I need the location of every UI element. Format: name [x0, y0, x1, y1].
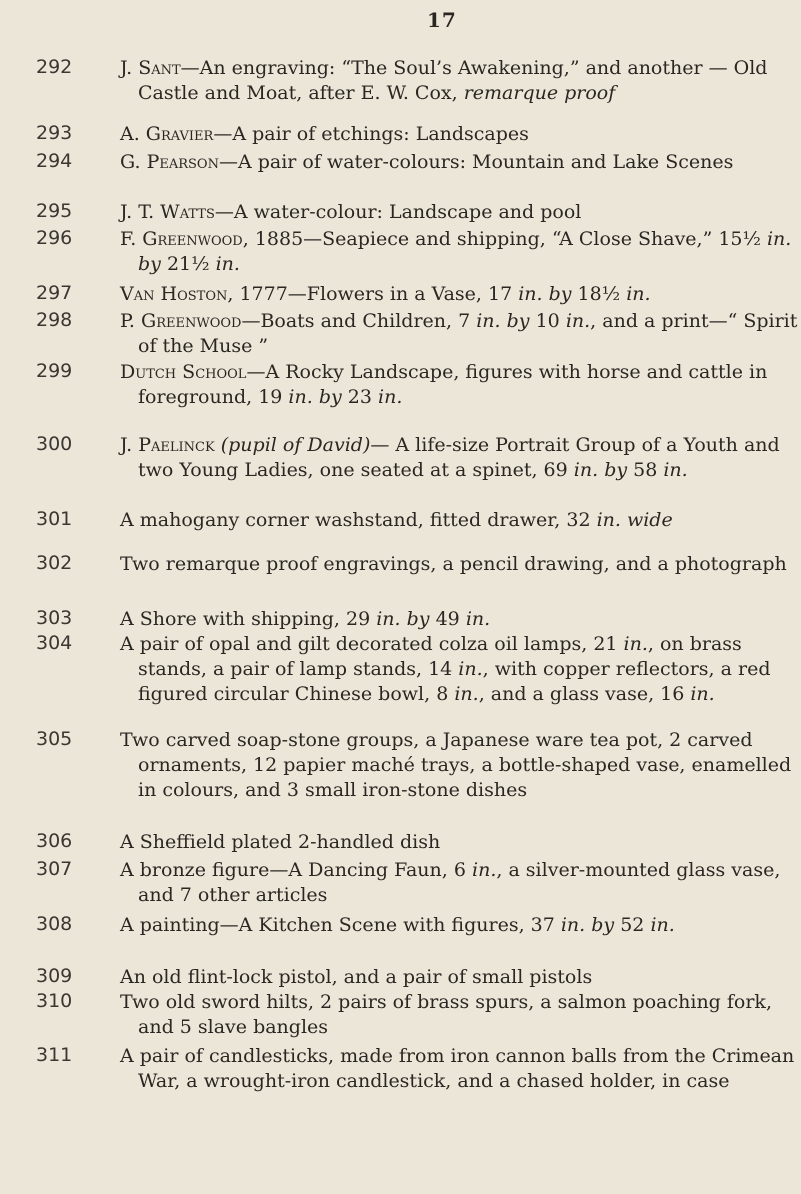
lot-description	[120, 552, 798, 577]
lot-text-segment: Two old sword hilts, 2 pairs of brass spurs, a salmon poaching fork, and 5 slave bangles	[120, 991, 772, 1038]
lot-text-segment: Two carved soap-stone groups, a Japanese ware tea pot, 2 carved ornaments, 12 papier maché trays, a bottle-shaped vase, enamelled in colours, and 3 small iron-stone dishes	[120, 729, 792, 801]
lot-number: 296	[36, 227, 73, 249]
lot-text-segment: F. Greenwood	[120, 228, 243, 250]
lot-number: 306	[36, 830, 73, 852]
lot-text-segment: in.	[465, 608, 491, 630]
lot-description	[120, 56, 798, 106]
lot-description	[120, 1044, 798, 1094]
lot-text-segment: 23	[341, 386, 378, 408]
lot-text-segment: — A life-size Portrait Group of a Youth and two Young Ladies, one seated at a spinet, 69	[138, 434, 780, 481]
lot-text-segment: by	[591, 914, 615, 936]
lot-number: 307	[36, 858, 73, 880]
lot-text-segment: A bronze figure—A Dancing Faun, 6	[120, 859, 472, 881]
lot-number: 298	[36, 309, 73, 331]
lot-description	[120, 227, 798, 277]
lot-text-segment: , with copper reflectors, a red figured circular Chinese bowl, 8	[138, 658, 771, 705]
lot-text-segment: in.	[378, 386, 403, 408]
lot-text-segment: , and a glass vase, 16	[478, 683, 691, 705]
lot-description	[120, 150, 798, 175]
lot-text-segment: J. T. Watts	[120, 201, 215, 223]
lot-description	[120, 282, 798, 307]
lot-text-segment: A Shore with shipping, 29	[120, 608, 377, 630]
lot-text-segment: 49	[429, 608, 466, 630]
lot-text-segment: in.	[690, 683, 715, 705]
lot-text-segment: A. Gravier	[120, 123, 214, 145]
lot-text-segment: by	[318, 386, 342, 408]
lot-number: 309	[36, 965, 73, 987]
lot-description	[120, 830, 798, 855]
lot-description	[120, 632, 798, 707]
lot-description	[120, 965, 798, 990]
lot-number: 292	[36, 56, 73, 78]
lot-text-segment: —A pair of etchings: Landscapes	[213, 123, 529, 145]
lot-text-segment: 18½	[571, 283, 627, 305]
lot-text-segment: in.	[573, 459, 599, 481]
lot-text-segment: in.	[650, 914, 675, 936]
lot-number: 300	[36, 433, 73, 455]
lot-description	[120, 858, 798, 908]
lot-text-segment: A painting—A Kitchen Scene with figures, 37	[120, 914, 561, 936]
lot-text-segment: , on brass stands, a pair of lamp stands, 14	[138, 633, 742, 680]
lot-text-segment: J. Paelinck	[120, 434, 215, 456]
lot-text-segment: , 1885—Seapiece and shipping, “A Close Shave,” 15½	[242, 228, 767, 250]
lot-description	[120, 508, 798, 533]
lot-text-segment: 58	[627, 459, 664, 481]
lot-text-segment: in.	[472, 859, 497, 881]
lot-text-segment: , and a print—“ Spirit of the Muse ”	[138, 310, 798, 357]
lot-text-segment: remarque proof	[463, 82, 616, 104]
lot-text-segment: in.	[454, 683, 479, 705]
lot-text-segment: in.	[458, 658, 483, 680]
lot-text-segment: by	[406, 608, 430, 630]
lot-text-segment: in.	[560, 914, 586, 936]
lot-text-segment: —A pair of water-colours: Mountain and Lake Scenes	[218, 151, 734, 173]
lot-description	[120, 309, 798, 359]
lot-text-segment: in.	[518, 283, 543, 305]
lot-text-segment: by	[604, 459, 628, 481]
lot-text-segment: 52	[614, 914, 651, 936]
lot-text-segment: —An engraving: “The Soul’s Awakening,” and another — Old Castle and Moat, after E. W. Cox,	[138, 57, 768, 104]
lot-text-segment: A mahogany corner washstand, fitted drawer, 32	[120, 509, 597, 531]
lot-text-segment: Two remarque proof engravings, a pencil drawing, and a photograph	[120, 553, 787, 575]
lot-description	[120, 200, 798, 225]
lot-text-segment: by	[506, 310, 530, 332]
lot-text-segment: , a silver-mounted glass vase, and 7 other articles	[138, 859, 781, 906]
lot-text-segment: —A water-colour: Landscape and pool	[214, 201, 582, 223]
lot-text-segment: in.	[476, 310, 501, 332]
lot-number: 299	[36, 360, 73, 382]
lot-text-segment: Dutch School	[120, 361, 247, 383]
lot-number: 294	[36, 150, 73, 172]
page-number: 17	[427, 8, 457, 32]
lot-description	[120, 433, 798, 483]
lot-text-segment: in.	[565, 310, 591, 332]
lot-text-segment: (pupil of David)	[220, 434, 371, 456]
lot-text-segment: A pair of opal and gilt decorated colza oil lamps, 21	[120, 633, 624, 655]
lot-number: 303	[36, 607, 73, 629]
lot-text-segment: 10	[529, 310, 566, 332]
lot-description	[120, 360, 798, 410]
lot-text-segment: , 1777—Flowers in a Vase, 17	[227, 283, 519, 305]
lot-text-segment: in.	[288, 386, 313, 408]
lot-text-segment: in.	[376, 608, 401, 630]
lot-text-segment: in.	[766, 228, 792, 250]
lot-number: 301	[36, 508, 73, 530]
lot-text-segment: in.	[663, 459, 688, 481]
lot-number: 302	[36, 552, 73, 574]
lot-text-segment: An old flint-lock pistol, and a pair of small pistols	[120, 966, 593, 988]
lot-text-segment: —Boats and Children, 7	[241, 310, 477, 332]
lot-text-segment: in.	[626, 283, 651, 305]
lot-number: 293	[36, 122, 73, 144]
lot-description	[120, 122, 798, 147]
lot-text-segment: A Sheffield plated 2-handled dish	[120, 831, 441, 853]
lot-text-segment: by	[548, 283, 572, 305]
lot-text-segment: in. wide	[596, 509, 673, 531]
lot-text-segment: 21½	[160, 253, 216, 275]
lot-description	[120, 607, 798, 632]
lot-number: 310	[36, 990, 73, 1012]
lot-number: 295	[36, 200, 73, 222]
lot-text-segment: P. Greenwood	[120, 310, 242, 332]
lot-number: 304	[36, 632, 73, 654]
lot-text-segment: in.	[623, 633, 648, 655]
lot-description	[120, 913, 798, 938]
lot-number: 308	[36, 913, 73, 935]
lot-number: 297	[36, 282, 73, 304]
lot-text-segment: J. Sant	[120, 57, 181, 79]
lot-text-segment: in.	[215, 253, 240, 275]
lot-description	[120, 728, 798, 803]
lot-text-segment: —A Rocky Landscape, figures with horse and cattle in foreground, 19	[138, 361, 768, 408]
lot-text-segment: Van Hoston	[120, 283, 228, 305]
lot-text-segment: A pair of candlesticks, made from iron cannon balls from the Crimean War, a wrought-iron candlestick, and a chased holder, in case	[120, 1045, 795, 1092]
lot-number: 305	[36, 728, 73, 750]
lot-description	[120, 990, 798, 1040]
lot-text-segment: G. Pearson	[120, 151, 219, 173]
lot-number: 311	[36, 1044, 73, 1066]
lot-text-segment: by	[138, 253, 161, 275]
